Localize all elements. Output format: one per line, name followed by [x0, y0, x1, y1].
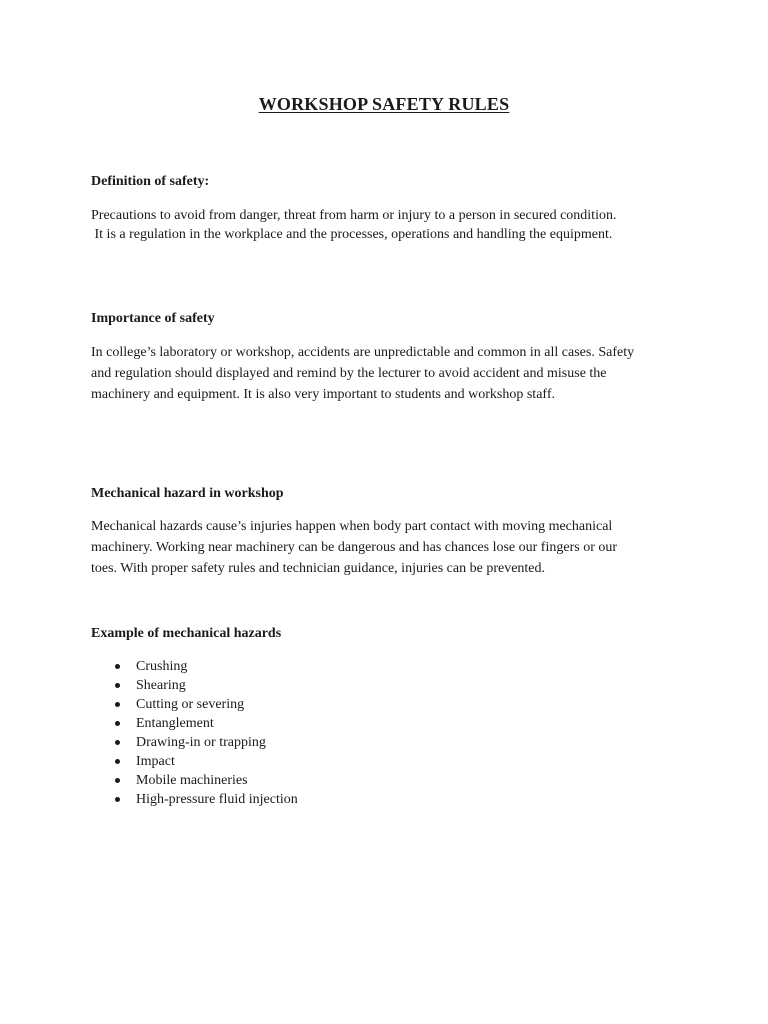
list-item-text: Impact — [136, 754, 175, 769]
list-item — [91, 714, 298, 733]
paragraph-line: Precautions to avoid from danger, threat from harm or injury to a person in secured condition. — [91, 208, 617, 223]
bullet-icon — [115, 721, 120, 726]
list-item — [91, 676, 298, 695]
list-item-text: Cutting or severing — [136, 697, 245, 712]
section-heading-importance: Importance of safety — [91, 311, 215, 326]
hazard-list — [91, 657, 298, 809]
document-title: WORKSHOP SAFETY RULES — [258, 94, 510, 114]
paragraph-line: Mechanical hazards cause’s injuries happen when body part contact with moving mechanical — [91, 519, 613, 534]
bullet-icon — [115, 740, 120, 745]
bullet-icon — [115, 797, 120, 802]
section-heading-examples: Example of mechanical hazards — [91, 626, 282, 641]
section-heading-definition: Definition of safety: — [91, 174, 210, 189]
list-item-text: Mobile machineries — [136, 773, 248, 788]
paragraph-line: and regulation should displayed and remind by the lecturer to avoid accident and misuse the — [91, 366, 607, 381]
section-paragraph-definition — [91, 206, 671, 244]
list-item — [91, 733, 298, 752]
paragraph-line: toes. With proper safety rules and technician guidance, injuries can be prevented. — [91, 561, 546, 576]
list-item-text: High-pressure fluid injection — [136, 792, 298, 807]
paragraph-line: In college’s laboratory or workshop, accidents are unpredictable and common in all cases. Safety — [91, 345, 635, 360]
list-item-text: Shearing — [136, 678, 186, 693]
list-item-text: Drawing-in or trapping — [136, 735, 266, 750]
list-item — [91, 695, 298, 714]
section-paragraph-importance — [91, 342, 671, 405]
list-item — [91, 771, 298, 790]
paragraph-line: machinery and equipment. It is also very important to students and workshop staff. — [91, 387, 555, 402]
section-heading-mechanical-hazard: Mechanical hazard in workshop — [91, 486, 284, 501]
paragraph-line: It is a regulation in the workplace and the processes, operations and handling the equipment. — [91, 227, 613, 242]
section-paragraph-mechanical-hazard — [91, 516, 671, 579]
list-item-text: Entanglement — [136, 716, 214, 731]
bullet-icon — [115, 759, 120, 764]
bullet-icon — [115, 683, 120, 688]
bullet-icon — [115, 702, 120, 707]
bullet-icon — [115, 664, 120, 669]
paragraph-line: machinery. Working near machinery can be dangerous and has chances lose our fingers or our — [91, 540, 618, 555]
bullet-icon — [115, 778, 120, 783]
list-item-text: Crushing — [136, 659, 188, 674]
list-item — [91, 657, 298, 676]
list-item — [91, 752, 298, 771]
list-item — [91, 790, 298, 809]
